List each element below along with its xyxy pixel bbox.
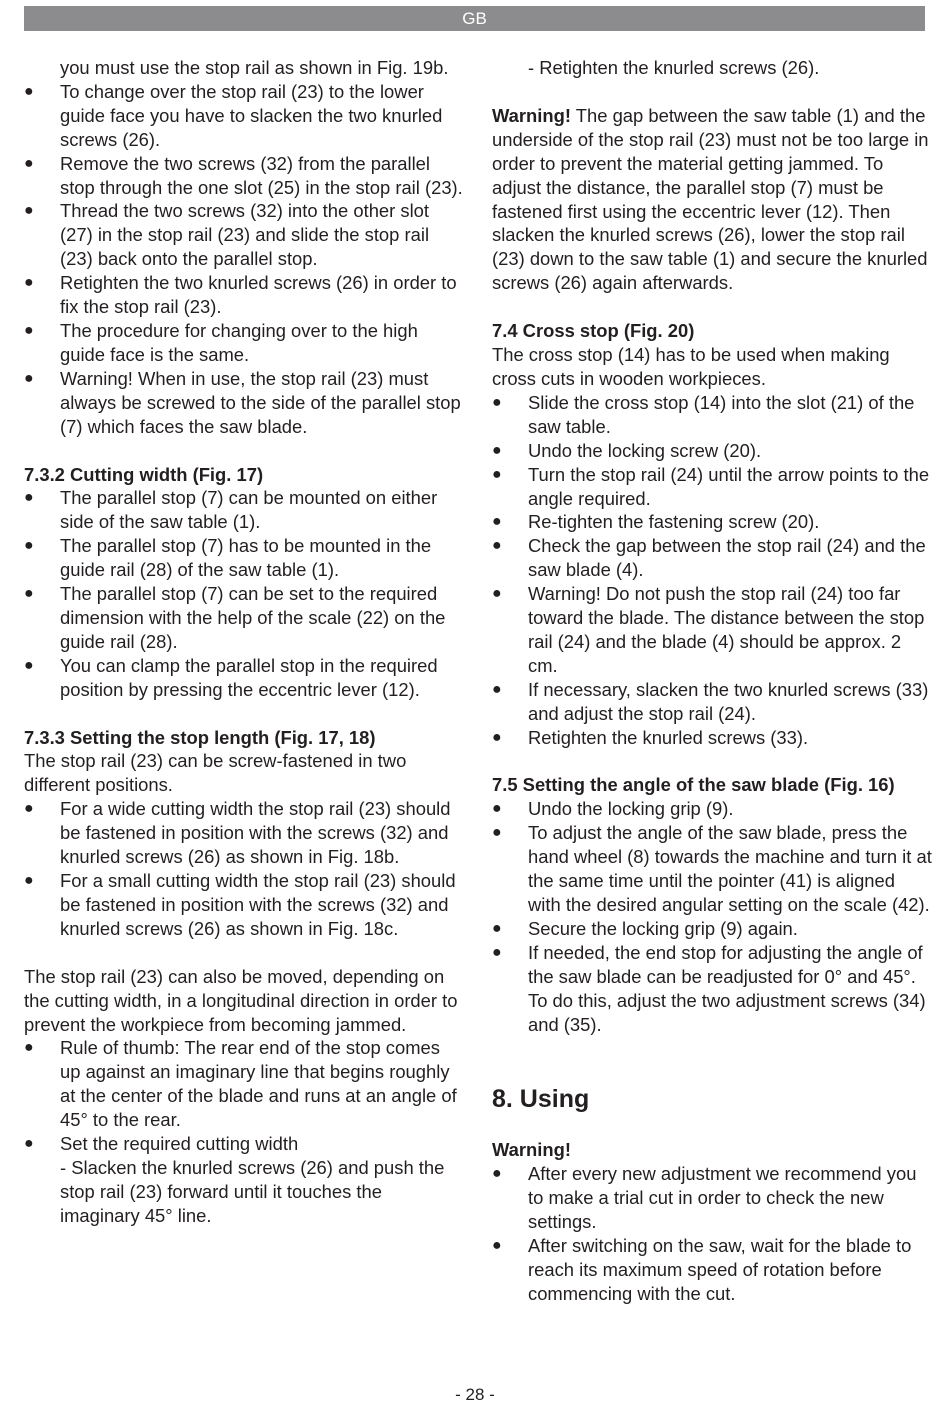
bullet-icon: ●: [24, 800, 34, 818]
list-item: [492, 1234, 932, 1306]
list-item: [24, 869, 464, 941]
list-item-text: Rule of thumb: The rear end of the stop comes up against an imaginary line that begins roughly at the center of the blade and runs at an angle of 45° to the rear.: [60, 1037, 457, 1131]
bullet-list: [492, 797, 932, 1036]
paragraph: The stop rail (23) can also be moved, depending on the cutting width, in a longitudinal direction in order to prevent the workpiece from becoming jammed.: [24, 965, 458, 1035]
bullet-icon: ●: [24, 656, 34, 674]
list-item: [492, 1162, 932, 1234]
list-item: [492, 941, 932, 1037]
list-item-text: Check the gap between the stop rail (24) and the saw blade (4).: [528, 535, 926, 581]
continued-text: you must use the stop rail as shown in Fig. 19b.: [60, 57, 449, 78]
list-item-text: For a small cutting width the stop rail (23) should be fastened in position with the screws (32) and knurled screws (26) as shown in Fig. 18c.: [60, 870, 456, 939]
bullet-icon: ●: [492, 393, 502, 411]
list-item-text: Slide the cross stop (14) into the slot (21) of the saw table.: [528, 391, 915, 437]
bullet-icon: ●: [492, 919, 502, 937]
bullet-icon: ●: [24, 537, 34, 555]
sub-step: - Slacken the knurled screws (26) and push the stop rail (23) forward until it touches the imaginary 45° line.: [60, 1156, 445, 1226]
list-item: [492, 917, 932, 941]
list-item: [492, 463, 932, 511]
bullet-icon: ●: [492, 465, 502, 483]
list-item-text: To change over the stop rail (23) to the lower guide face you have to slacken the two knurled screws (26).: [60, 80, 443, 150]
page-number: - 28 -: [455, 1385, 495, 1404]
warning-heading: Warning!: [492, 1139, 571, 1161]
bullet-icon: ●: [492, 585, 502, 603]
sub-step: - Retighten the knurled screws (26).: [528, 57, 820, 78]
bullet-icon: ●: [24, 585, 34, 603]
list-item: [24, 199, 464, 271]
list-item: [492, 678, 932, 726]
list-item-text: To adjust the angle of the saw blade, press the hand wheel (8) towards the machine and turn it at the same time until the pointer (41) is aligned with the desired angular setting on the scale (42).: [528, 822, 932, 915]
bullet-icon: ●: [24, 82, 34, 100]
bullet-icon: ●: [492, 943, 502, 961]
bullet-list: [492, 391, 932, 750]
section-heading-7-3-3: 7.3.3 Setting the stop length (Fig. 17, 18): [24, 726, 376, 748]
bullet-icon: ●: [492, 824, 502, 842]
list-item: [24, 152, 464, 200]
list-item-text: Undo the locking screw (20).: [528, 439, 762, 461]
list-item: [24, 271, 464, 319]
list-item-text: For a wide cutting width the stop rail (23) should be fastened in position with the screws (32) and knurled screws (26) as shown in Fig. 18b.: [60, 798, 451, 868]
list-item: [24, 534, 464, 582]
list-item: [492, 582, 932, 678]
left-column: [24, 56, 464, 1228]
bullet-list: [24, 1036, 464, 1156]
list-item-text: The parallel stop (7) has to be mounted in the guide rail (28) of the saw table (1).: [60, 535, 432, 581]
list-item: [24, 319, 464, 367]
list-item-text: After switching on the saw, wait for the blade to reach its maximum speed of rotation before commencing with the cut.: [528, 1235, 912, 1304]
list-item: [24, 797, 464, 869]
section-heading-7-3-2: 7.3.2 Cutting width (Fig. 17): [24, 463, 264, 485]
bullet-icon: ●: [492, 1237, 502, 1255]
warning-paragraph: [492, 104, 932, 295]
list-item-text: The parallel stop (7) can be set to the required dimension with the help of the scale (22) on the guide rail (28).: [60, 583, 446, 652]
list-item-text: Undo the locking grip (9).: [528, 798, 734, 820]
list-item: [492, 391, 932, 439]
bullet-icon: ●: [24, 489, 34, 507]
list-item: [24, 367, 464, 439]
bullet-icon: ●: [492, 537, 502, 555]
bullet-list: [492, 1162, 932, 1305]
section-heading-8: 8. Using: [492, 1085, 590, 1114]
list-item-text: Thread the two screws (32) into the other slot (27) in the stop rail (23) and slide the stop rail (23) back onto the parallel stop.: [60, 200, 430, 270]
section-heading-7-5: 7.5 Setting the angle of the saw blade (Fig. 16): [492, 774, 895, 796]
list-item-text: Turn the stop rail (24) until the arrow points to the angle required.: [528, 463, 930, 509]
list-item-text: Warning! When in use, the stop rail (23) must always be screwed to the side of the parallel stop (7) which faces the saw blade.: [60, 367, 461, 437]
bullet-icon: ●: [24, 369, 34, 387]
list-item-text: Re-tighten the fastening screw (20).: [528, 511, 820, 533]
list-item-text: Secure the locking grip (9) again.: [528, 917, 798, 939]
list-item: [24, 582, 464, 654]
bullet-icon: ●: [24, 321, 34, 339]
list-item-text: After every new adjustment we recommend you to make a trial cut in order to check the new settings.: [528, 1163, 917, 1233]
list-item: [24, 80, 464, 152]
list-item-text: Remove the two screws (32) from the parallel stop through the one slot (25) in the stop rail (23).: [60, 152, 463, 198]
warning-label: Warning!: [492, 104, 571, 126]
list-item: [492, 821, 932, 917]
warning-text: The gap between the saw table (1) and the underside of the stop rail (23) must not be too large in order to prevent the material getting jammed. To adjust the distance, the parallel stop (7) must be fastened first using the eccentric lever (12). Then slacken the knurled screws (26), lower the stop rail (23) down to the saw table (1) and secure the knurled screws (26) again afterwards.: [492, 104, 929, 294]
list-item: [24, 654, 464, 702]
bullet-icon: ●: [24, 1135, 34, 1153]
list-item-text: If needed, the end stop for adjusting the angle of the saw blade can be readjusted for 0° and 45°. To do this, adjust the two adjustment screws (34) and (35).: [528, 941, 926, 1035]
list-item-text: If necessary, slacken the two knurled screws (33) and adjust the stop rail (24).: [528, 678, 929, 724]
list-item-text: The procedure for changing over to the high guide face is the same.: [60, 319, 418, 365]
bullet-icon: ●: [24, 202, 34, 220]
language-header-bar: [24, 6, 925, 31]
list-item: [492, 797, 932, 821]
list-item: [492, 510, 932, 534]
bullet-icon: ●: [492, 800, 502, 818]
list-item-text: The parallel stop (7) can be mounted on either side of the saw table (1).: [60, 487, 438, 533]
list-item: [492, 439, 932, 463]
language-label: GB: [462, 9, 487, 28]
bullet-icon: ●: [24, 1039, 34, 1057]
bullet-icon: ●: [492, 441, 502, 459]
list-item: [24, 486, 464, 534]
list-item-text: Warning! Do not push the stop rail (24) too far toward the blade. The distance between the stop rail (24) and the blade (4) should be approx. 2 cm.: [528, 583, 925, 676]
paragraph: The cross stop (14) has to be used when making cross cuts in wooden workpieces.: [492, 344, 890, 389]
list-item: [492, 534, 932, 582]
bullet-icon: ●: [492, 513, 502, 531]
list-item-text: Retighten the two knurled screws (26) in order to fix the stop rail (23).: [60, 272, 457, 318]
bullet-icon: ●: [492, 1165, 502, 1183]
bullet-icon: ●: [492, 728, 502, 746]
bullet-icon: ●: [492, 680, 502, 698]
right-column: [492, 56, 932, 1306]
list-item-text: Set the required cutting width: [60, 1133, 299, 1155]
bullet-icon: ●: [24, 274, 34, 292]
list-item-text: You can clamp the parallel stop in the required position by pressing the eccentric lever (12).: [60, 654, 438, 700]
list-item: [24, 1132, 464, 1156]
bullet-list: [24, 80, 464, 439]
list-item: [492, 726, 932, 750]
list-item-text: Retighten the knurled screws (33).: [528, 726, 809, 748]
bullet-icon: ●: [24, 154, 34, 172]
section-heading-7-4: 7.4 Cross stop (Fig. 20): [492, 320, 695, 342]
list-item: [24, 1036, 464, 1132]
bullet-icon: ●: [24, 872, 34, 889]
paragraph: The stop rail (23) can be screw-fastened in two different positions.: [24, 750, 407, 796]
bullet-list: [24, 486, 464, 701]
bullet-list: [24, 797, 464, 940]
